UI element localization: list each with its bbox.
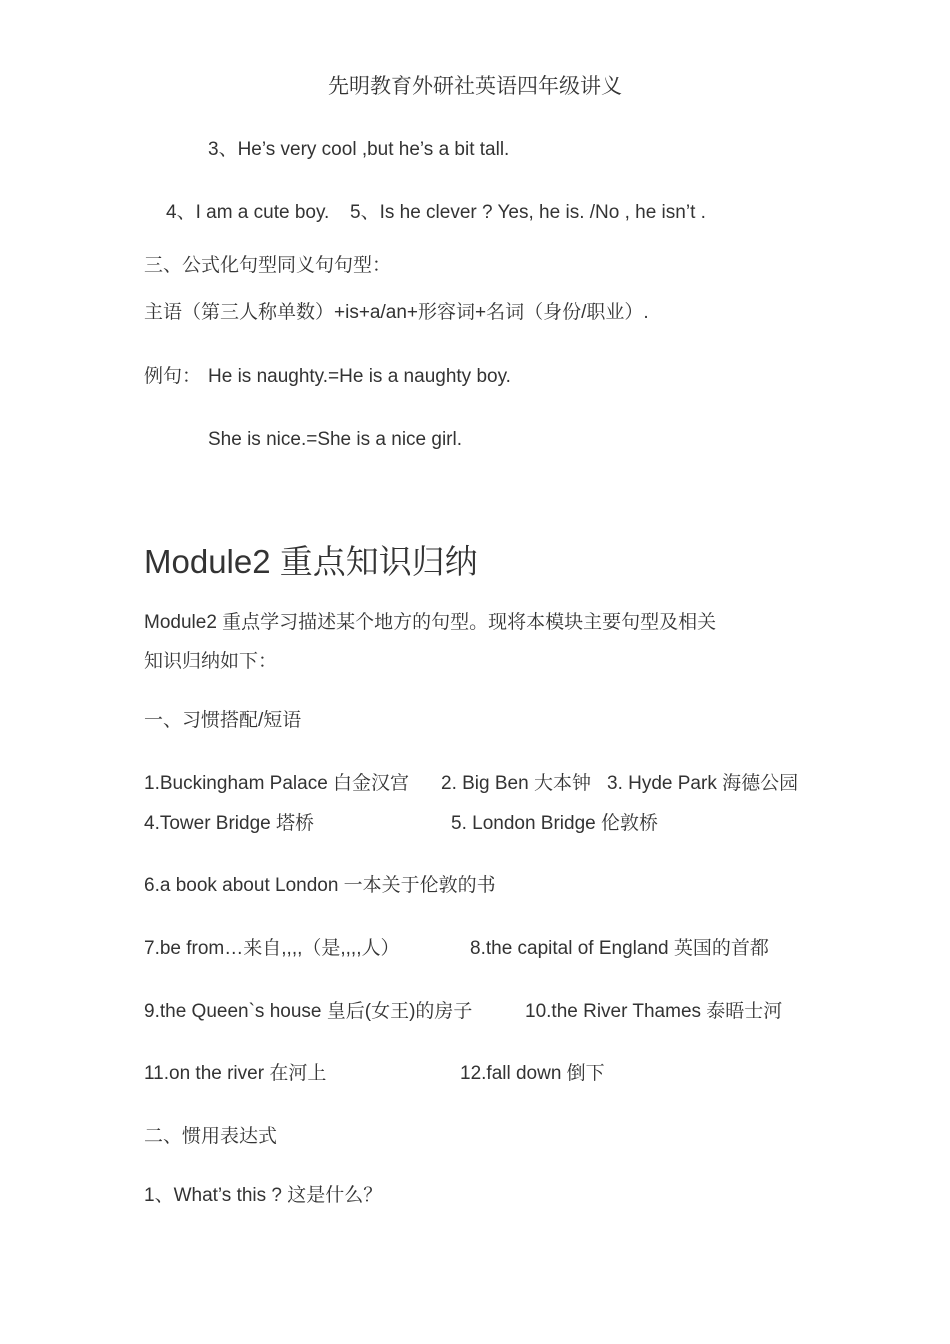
example-label: 例句： <box>144 366 202 387</box>
page-title: 先明教育外研社英语四年级讲义 <box>328 74 622 98</box>
phrase-item: 4.Tower Bridge 塔桥 <box>144 813 315 834</box>
module2-intro-line-2: 知识归纳如下： <box>144 651 278 672</box>
answer-line-3: 3、He’s very cool ,but he’s a bit tall. <box>208 139 510 160</box>
phrase-item: 8.the capital of England 英国的首都 <box>470 938 769 959</box>
expression-item: 1、What’s this ? 这是什么？ <box>144 1185 383 1206</box>
module2-intro-line-1: Module2 重点学习描述某个地方的句型。现将本模块主要句型及相关 <box>144 612 717 633</box>
phrases-heading: 一、习惯搭配/短语 <box>144 710 302 731</box>
phrase-item: 7.be from…来自,,,,（是,,,,人） <box>144 938 400 959</box>
phrase-item: 3. Hyde Park 海德公园 <box>607 773 799 794</box>
phrase-item: 1.Buckingham Palace 白金汉宫 <box>144 773 410 794</box>
answer-line-5: 5、Is he clever ? Yes, he is. /No , he isn’t . <box>350 202 706 223</box>
phrase-item: 12.fall down 倒下 <box>460 1063 605 1084</box>
section-three-heading: 三、公式化句型同义句句型： <box>144 255 392 276</box>
phrase-item: 9.the Queen`s house 皇后(女王)的房子 <box>144 1001 473 1022</box>
formula-line: 主语（第三人称单数）+is+a/an+形容词+名词（身份/职业）. <box>144 302 649 323</box>
phrase-item: 10.the River Thames 泰晤士河 <box>525 1001 783 1022</box>
answer-line-4: 4、I am a cute boy. <box>166 202 330 223</box>
example-sentence-1: He is naughty.=He is a naughty boy. <box>208 366 511 387</box>
phrase-item: 5. London Bridge 伦敦桥 <box>451 813 659 834</box>
module2-heading: Module2 重点知识归纳 <box>144 543 478 580</box>
phrase-item: 2. Big Ben 大本钟 <box>441 773 591 794</box>
expressions-heading: 二、惯用表达式 <box>144 1126 278 1147</box>
phrase-item: 11.on the river 在河上 <box>144 1063 327 1084</box>
phrase-item: 6.a book about London 一本关于伦敦的书 <box>144 875 496 896</box>
example-sentence-2: She is nice.=She is a nice girl. <box>208 429 462 450</box>
